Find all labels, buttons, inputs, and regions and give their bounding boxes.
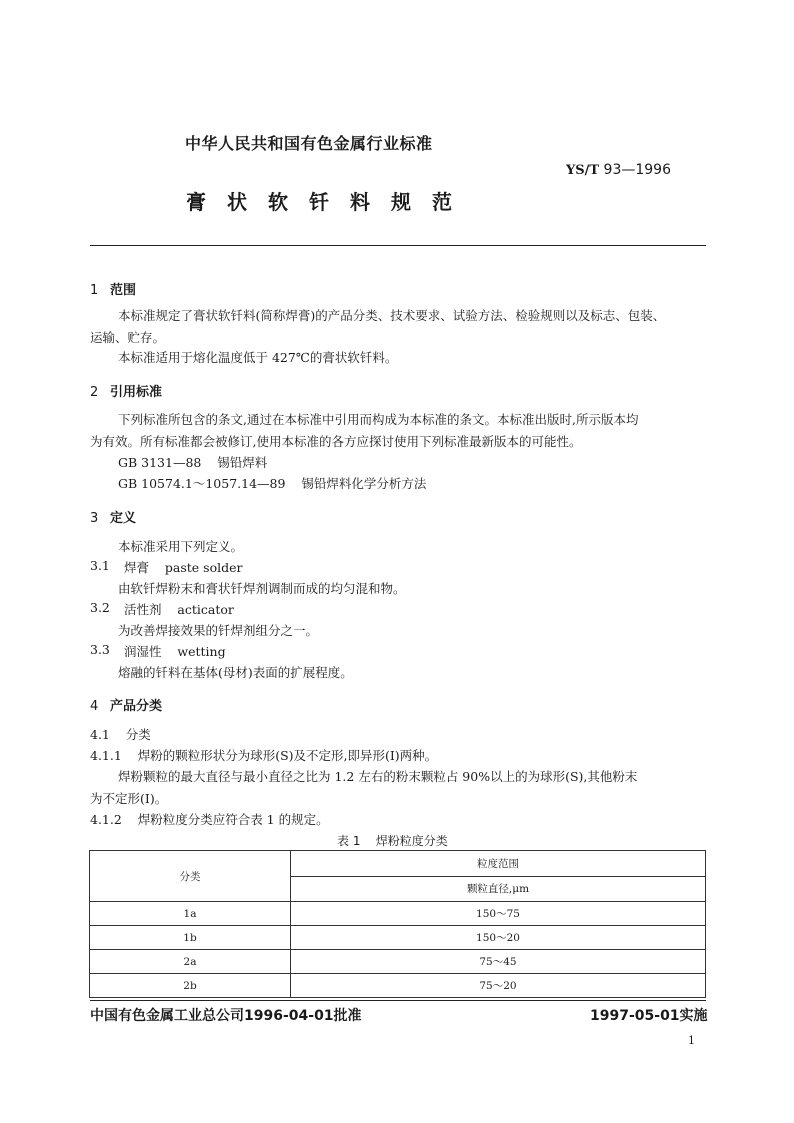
subsection-text: 4.1.1 焊粉的颗粒形状分为球形(S)及不定形,即异形(Ⅰ)两种。 [90, 748, 438, 763]
cell-class: 1a [90, 902, 291, 926]
header-range: 粒度范围 [291, 851, 706, 877]
definition-term: 焊膏 paste solder [124, 560, 243, 575]
section-number: 4 [90, 699, 99, 714]
section-number: 3 [90, 511, 99, 526]
definition-term: 活性剂 acticator [124, 602, 234, 617]
table-row [90, 926, 706, 950]
definition-text: 熔融的钎料在基体(母材)表面的扩展程度。 [118, 665, 353, 680]
definition-text: 为改善焊接效果的钎焊剂组分之一。 [118, 623, 319, 638]
definition-term: 润湿性 wetting [124, 644, 226, 659]
table-row [90, 950, 706, 974]
header-rule [90, 245, 706, 246]
section-title: 定义 [110, 511, 137, 526]
approval-info: 中国有色金属工业总公司1996-04-01批准 [90, 1008, 362, 1024]
paragraph: 为有效。所有标准都会被修订,使用本标准的各方应探讨使用下列标准最新版本的可能性。 [90, 434, 582, 449]
definition-number: 3.2 [90, 600, 110, 615]
section-title: 引用标准 [110, 385, 163, 400]
section-3-heading [90, 507, 136, 526]
section-4-heading [90, 695, 162, 714]
code-number: 93—1996 [603, 162, 671, 178]
document-title: 膏状软钎料规范 [186, 190, 473, 214]
definition-number: 3.3 [90, 642, 110, 657]
paragraph: 为不定形(Ⅰ)。 [90, 791, 168, 806]
cell-value: 75～20 [291, 974, 706, 998]
header-diameter: 颗粒直径,μm [291, 876, 706, 902]
subsection-heading: 4.1 分类 [90, 727, 151, 742]
paragraph: 下列标准所包含的条文,通过在本标准中引用而构成为本标准的条文。本标准出版时,所示版本均 [118, 412, 639, 427]
table-caption: 表 1 焊粉粒度分类 [337, 834, 448, 848]
reference-item: GB 3131—88 锡铅焊料 [118, 455, 268, 470]
section-title: 产品分类 [110, 699, 163, 714]
cell-class: 2b [90, 974, 291, 998]
issuing-body: 中华人民共和国有色金属行业标准 [185, 134, 433, 153]
page-number: 1 [688, 1034, 695, 1047]
definition-text: 由软钎焊粉末和膏状钎焊剂调制而成的均匀混和物。 [118, 581, 406, 596]
section-1-heading [90, 279, 136, 298]
code-prefix: YS/T [566, 163, 600, 178]
paragraph: 本标准规定了膏状软钎料(简称焊膏)的产品分类、技术要求、试验方法、检验规则以及标志、包装、 [118, 308, 666, 323]
cell-class: 1b [90, 926, 291, 950]
reference-item: GB 10574.1～1057.14—89 锡铅焊料化学分析方法 [118, 476, 427, 491]
paragraph: 本标准采用下列定义。 [118, 539, 244, 554]
table-row [90, 902, 706, 926]
subsection-text: 4.1.2 焊粉粒度分类应符合表 1 的规定。 [90, 812, 329, 827]
effective-date: 1997-05-01实施 [590, 1008, 708, 1024]
cell-class: 2a [90, 950, 291, 974]
table-row [90, 974, 706, 998]
header-class: 分类 [90, 851, 291, 902]
paragraph: 本标准适用于熔化温度低于 427℃的膏状软钎料。 [118, 350, 398, 365]
particle-size-table [89, 850, 706, 998]
section-title: 范围 [110, 283, 137, 298]
cell-value: 150～20 [291, 926, 706, 950]
footer-rule [90, 1000, 706, 1001]
standard-code [566, 162, 671, 178]
paragraph: 焊粉颗粒的最大直径与最小直径之比为 1.2 左右的粉末颗粒占 90%以上的为球形(S),其他粉末 [118, 769, 638, 784]
definition-number: 3.1 [90, 558, 110, 573]
table-header-row [90, 851, 706, 877]
section-number: 1 [90, 283, 99, 298]
section-number: 2 [90, 385, 99, 400]
cell-value: 75～45 [291, 950, 706, 974]
section-2-heading [90, 381, 162, 400]
paragraph: 运输、贮存。 [90, 330, 166, 345]
cell-value: 150～75 [291, 902, 706, 926]
